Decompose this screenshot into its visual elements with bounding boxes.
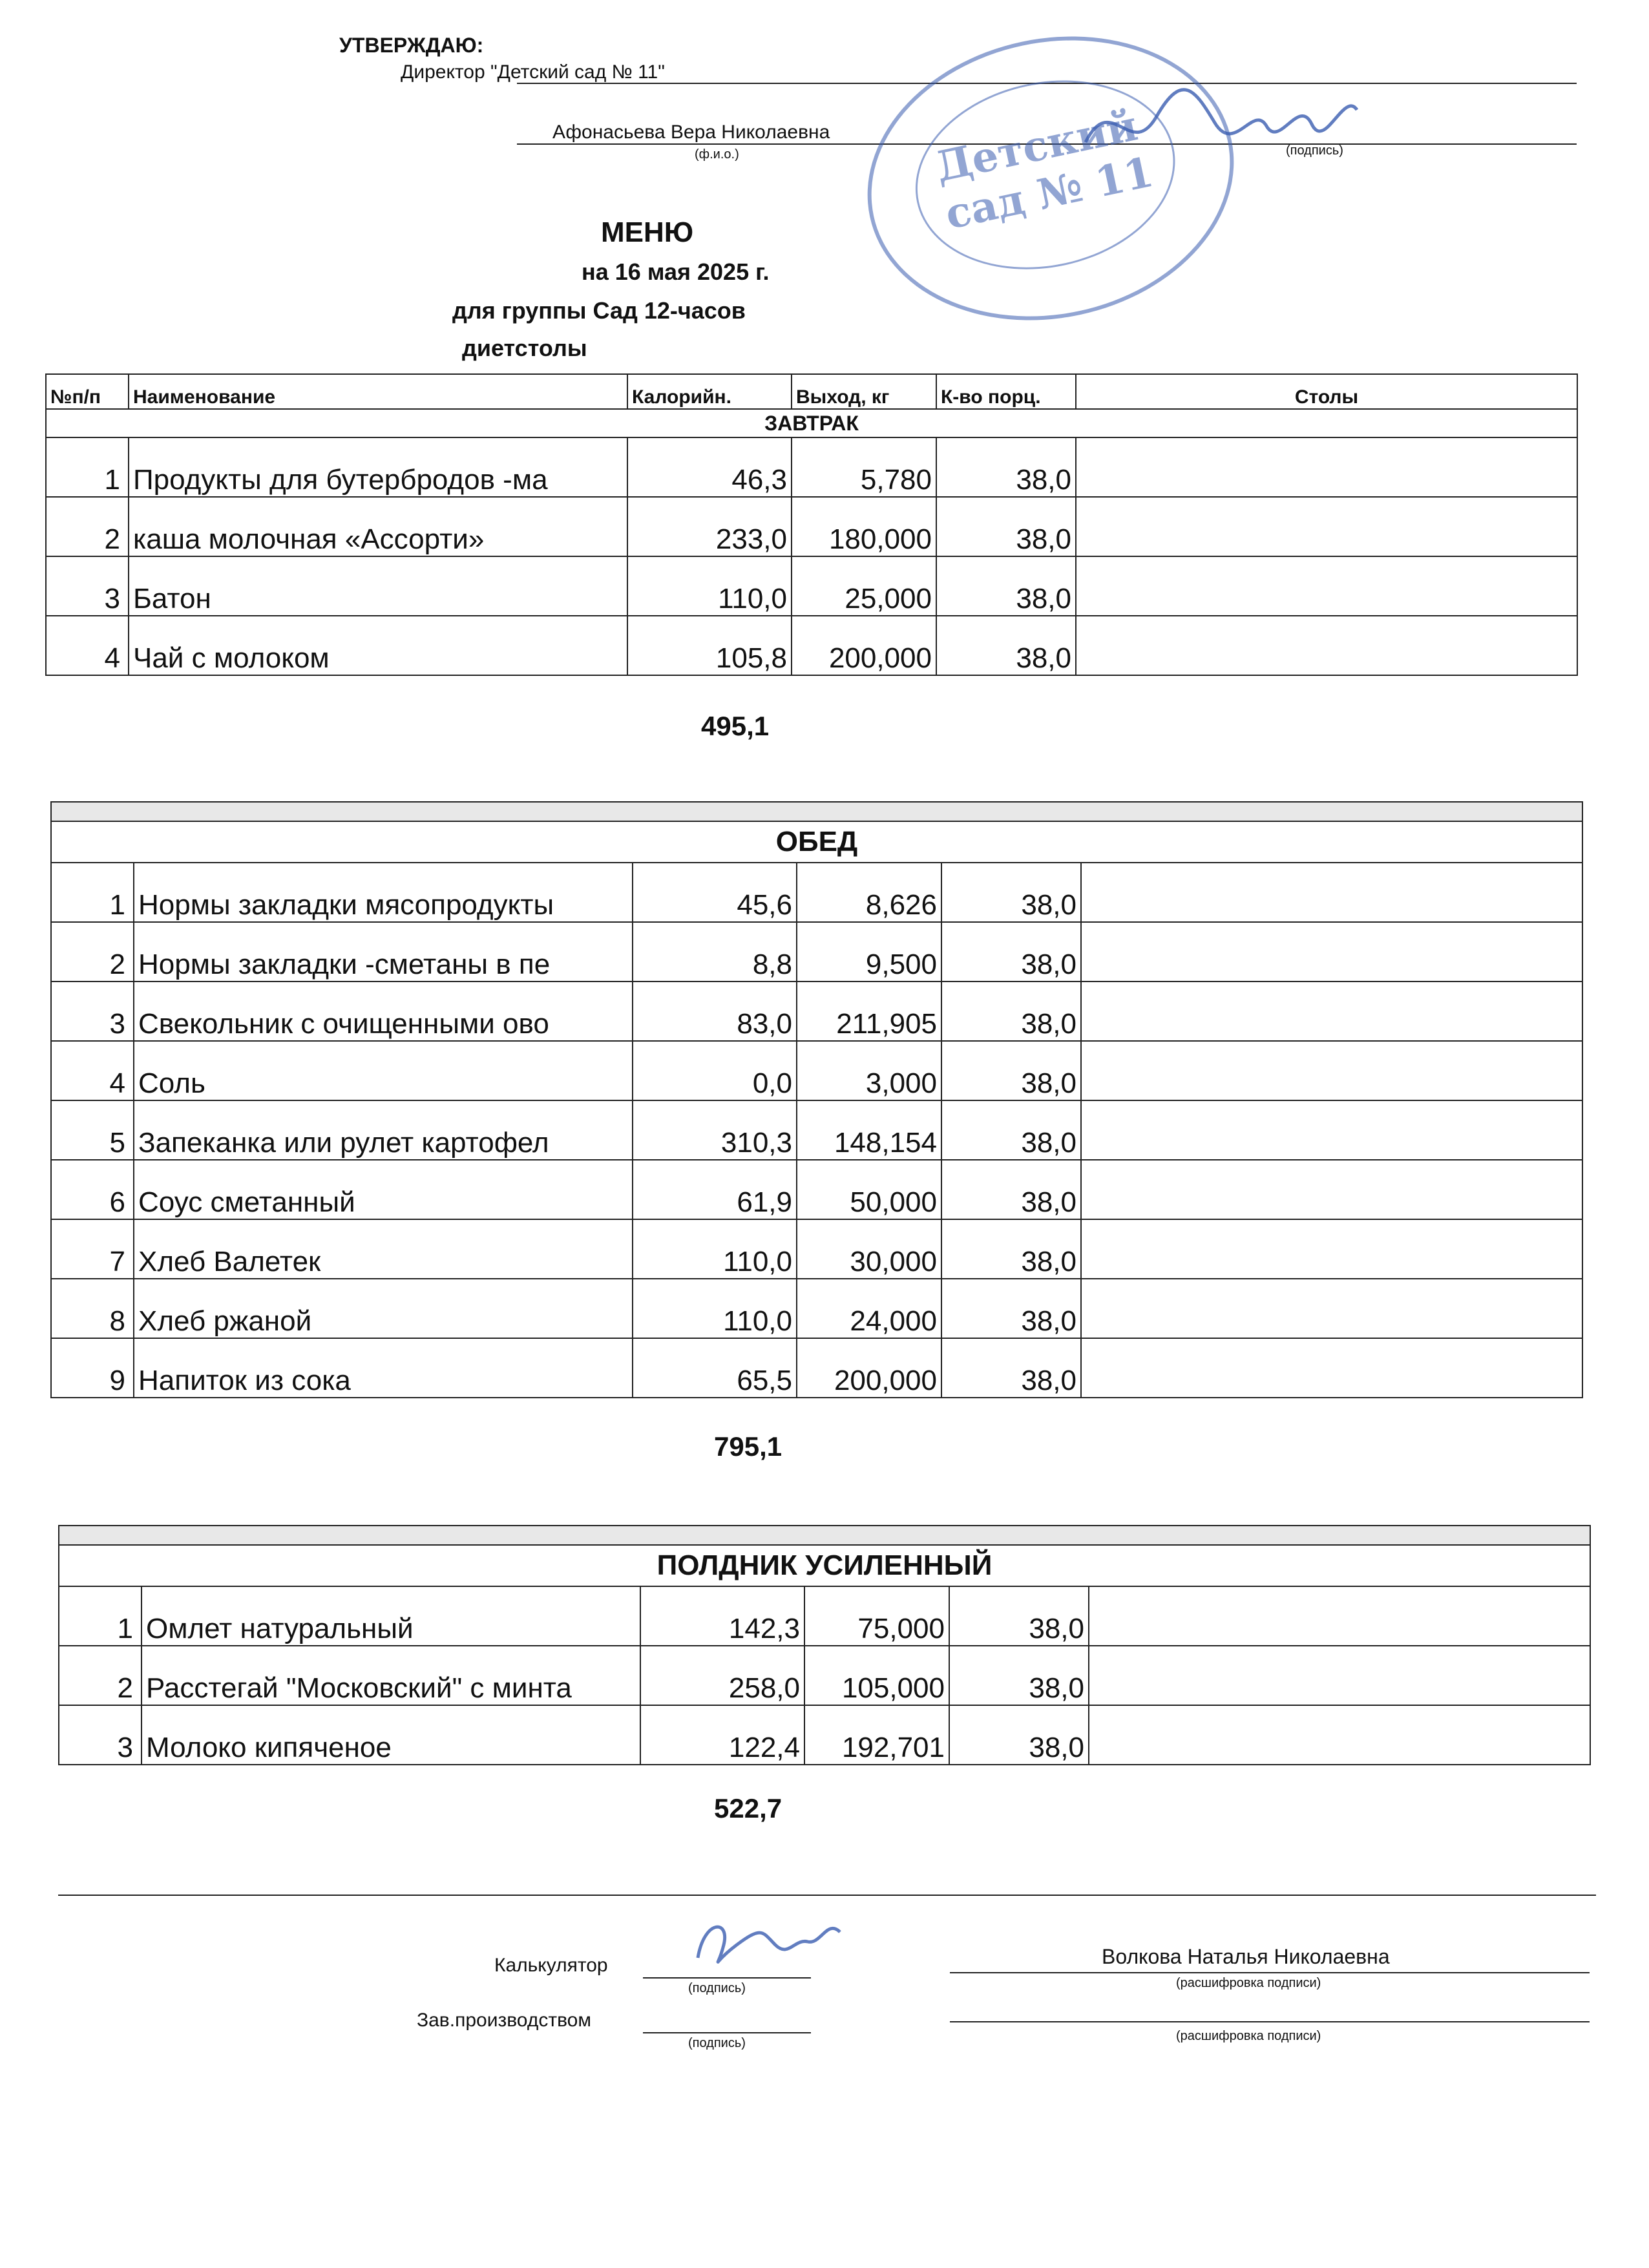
tables-cell xyxy=(1076,497,1577,556)
production-signature-caption: (подпись) xyxy=(688,2036,746,2050)
tables-cell xyxy=(1089,1646,1590,1705)
row-number: 3 xyxy=(51,982,134,1041)
row-number: 2 xyxy=(51,922,134,982)
calculator-signature xyxy=(685,1906,853,1977)
dish-name: Расстегай "Московский" с минта xyxy=(142,1646,640,1705)
lunch-table xyxy=(50,801,1583,1398)
row-number: 4 xyxy=(46,616,129,675)
section-row xyxy=(46,409,1577,437)
section-row xyxy=(51,821,1582,863)
lunch-total: 795,1 xyxy=(714,1431,782,1462)
output: 200,000 xyxy=(792,616,936,675)
output: 30,000 xyxy=(797,1219,941,1279)
dish-name: Запеканка или рулет картофел xyxy=(134,1100,633,1160)
director-signature xyxy=(1073,65,1370,168)
portions: 38,0 xyxy=(941,1160,1081,1219)
date-line xyxy=(582,258,770,286)
organization-stamp xyxy=(841,3,1260,353)
portions: 38,0 xyxy=(941,863,1081,922)
breakfast-table xyxy=(45,373,1578,676)
dish-name: Батон xyxy=(129,556,627,616)
tables-cell xyxy=(1076,437,1577,497)
dish-name: Нормы закладки -сметаны в пе xyxy=(134,922,633,982)
row-number: 3 xyxy=(59,1705,142,1765)
portions: 38,0 xyxy=(936,497,1076,556)
calories: 61,9 xyxy=(633,1160,797,1219)
portions: 38,0 xyxy=(936,437,1076,497)
band-cell xyxy=(51,802,1582,821)
row-number: 1 xyxy=(46,437,129,497)
calculator-decode-caption: (расшифровка подписи) xyxy=(1176,1976,1321,1990)
tables-cell xyxy=(1081,1219,1582,1279)
row-number: 6 xyxy=(51,1160,134,1219)
group-line xyxy=(452,297,746,324)
output: 200,000 xyxy=(797,1338,941,1398)
dish-name: Омлет натуральный xyxy=(142,1586,640,1646)
dish-name: Молоко кипяченое xyxy=(142,1705,640,1765)
tables-cell xyxy=(1081,863,1582,922)
portions: 38,0 xyxy=(949,1586,1089,1646)
dish-name: Хлеб ржаной xyxy=(134,1279,633,1338)
output: 8,626 xyxy=(797,863,941,922)
director-name: Афонасьева Вера Николаевна xyxy=(552,121,830,143)
row-number: 7 xyxy=(51,1219,134,1279)
menu-date: 16 мая 2025 г. xyxy=(614,258,770,285)
group-name: Сад 12-часов xyxy=(593,297,746,324)
production-label: Зав.производством xyxy=(417,2010,591,2031)
group-prefix: для группы xyxy=(452,297,587,324)
output: 148,154 xyxy=(797,1100,941,1160)
output: 24,000 xyxy=(797,1279,941,1338)
calories: 105,8 xyxy=(627,616,792,675)
row-number: 4 xyxy=(51,1041,134,1100)
row-number: 1 xyxy=(59,1586,142,1646)
output: 180,000 xyxy=(792,497,936,556)
dish-name: Хлеб Валетек xyxy=(134,1219,633,1279)
calories: 122,4 xyxy=(640,1705,804,1765)
table-row xyxy=(51,1219,1582,1279)
output: 9,500 xyxy=(797,922,941,982)
portions: 38,0 xyxy=(941,1338,1081,1398)
tables-cell xyxy=(1081,1041,1582,1100)
table-row xyxy=(51,1279,1582,1338)
tables-cell xyxy=(1081,922,1582,982)
row-number: 5 xyxy=(51,1100,134,1160)
portions: 38,0 xyxy=(941,922,1081,982)
table-row xyxy=(51,982,1582,1041)
calories: 83,0 xyxy=(633,982,797,1041)
tables-cell xyxy=(1076,616,1577,675)
table-row xyxy=(46,616,1577,675)
tables-cell xyxy=(1081,1338,1582,1398)
menu-title: МЕНЮ xyxy=(601,216,694,248)
tables-cell xyxy=(1076,556,1577,616)
calories: 8,8 xyxy=(633,922,797,982)
calculator-label: Калькулятор xyxy=(494,1955,608,1976)
table-row xyxy=(59,1705,1590,1765)
row-number: 3 xyxy=(46,556,129,616)
snack-total: 522,7 xyxy=(714,1793,782,1823)
section-title: ПОЛДНИК УСИЛЕННЫЙ xyxy=(59,1545,1590,1586)
table-row xyxy=(51,1041,1582,1100)
portions: 38,0 xyxy=(941,1041,1081,1100)
calories: 110,0 xyxy=(633,1219,797,1279)
dish-name: Продукты для бутербродов -ма xyxy=(129,437,627,497)
col-header-portions: К-во порц. xyxy=(936,374,1076,409)
col-header-tables: Столы xyxy=(1076,374,1577,409)
portions: 38,0 xyxy=(949,1646,1089,1705)
table-row xyxy=(51,1100,1582,1160)
table-band-row xyxy=(59,1526,1590,1545)
band-cell xyxy=(59,1526,1590,1545)
dish-name: Соус сметанный xyxy=(134,1160,633,1219)
calories: 233,0 xyxy=(627,497,792,556)
output: 25,000 xyxy=(792,556,936,616)
section-row xyxy=(59,1545,1590,1586)
table-row xyxy=(46,556,1577,616)
fio-caption: (ф.и.о.) xyxy=(695,147,739,162)
section-title: ЗАВТРАК xyxy=(46,409,1577,437)
calculator-signature-caption: (подпись) xyxy=(688,1981,746,1995)
portions: 38,0 xyxy=(941,982,1081,1041)
table-row xyxy=(51,1338,1582,1398)
table-row xyxy=(51,922,1582,982)
portions: 38,0 xyxy=(936,556,1076,616)
calories: 258,0 xyxy=(640,1646,804,1705)
calculator-signature-line xyxy=(643,1977,811,1979)
calories: 65,5 xyxy=(633,1338,797,1398)
col-header-calories: Калорийн. xyxy=(627,374,792,409)
table-row xyxy=(51,863,1582,922)
output: 105,000 xyxy=(804,1646,949,1705)
section-title: ОБЕД xyxy=(51,821,1582,863)
table-header-row xyxy=(46,374,1577,409)
tables-cell xyxy=(1081,1160,1582,1219)
output: 50,000 xyxy=(797,1160,941,1219)
portions: 38,0 xyxy=(941,1219,1081,1279)
output: 5,780 xyxy=(792,437,936,497)
director-label: Директор "Детский сад № 11" xyxy=(401,61,665,83)
portions: 38,0 xyxy=(941,1279,1081,1338)
signature-caption: (подпись) xyxy=(1286,143,1343,158)
table-row xyxy=(46,497,1577,556)
calories: 142,3 xyxy=(640,1586,804,1646)
table-row xyxy=(46,437,1577,497)
dish-name: Свекольник с очищенными ово xyxy=(134,982,633,1041)
table-band-row xyxy=(51,802,1582,821)
production-decode-caption: (расшифровка подписи) xyxy=(1176,2029,1321,2043)
output: 211,905 xyxy=(797,982,941,1041)
row-number: 2 xyxy=(46,497,129,556)
calculator-name-line xyxy=(950,1972,1590,1973)
diet-label: диетстолы xyxy=(462,335,587,361)
calories: 46,3 xyxy=(627,437,792,497)
approval-label: УТВЕРЖДАЮ: xyxy=(339,34,484,57)
portions: 38,0 xyxy=(949,1705,1089,1765)
output: 3,000 xyxy=(797,1041,941,1100)
row-number: 2 xyxy=(59,1646,142,1705)
calories: 45,6 xyxy=(633,863,797,922)
col-header-num: №п/п xyxy=(46,374,129,409)
calories: 110,0 xyxy=(633,1279,797,1338)
col-header-output: Выход, кг xyxy=(792,374,936,409)
dish-name: Чай с молоком xyxy=(129,616,627,675)
production-signature-line xyxy=(643,2032,811,2033)
tables-cell xyxy=(1089,1705,1590,1765)
dish-name: Напиток из сока xyxy=(134,1338,633,1398)
table-row xyxy=(51,1160,1582,1219)
calories: 310,3 xyxy=(633,1100,797,1160)
calculator-name: Волкова Наталья Николаевна xyxy=(1102,1945,1390,1968)
output: 75,000 xyxy=(804,1586,949,1646)
table-row xyxy=(59,1646,1590,1705)
output: 192,701 xyxy=(804,1705,949,1765)
table-row xyxy=(59,1586,1590,1646)
col-header-name: Наименование xyxy=(129,374,627,409)
breakfast-total: 495,1 xyxy=(701,711,770,741)
portions: 38,0 xyxy=(936,616,1076,675)
calories: 0,0 xyxy=(633,1041,797,1100)
dish-name: Нормы закладки мясопродукты xyxy=(134,863,633,922)
portions: 38,0 xyxy=(941,1100,1081,1160)
dish-name: Соль xyxy=(134,1041,633,1100)
footer-divider xyxy=(58,1895,1596,1896)
dish-name: каша молочная «Ассорти» xyxy=(129,497,627,556)
row-number: 9 xyxy=(51,1338,134,1398)
calories: 110,0 xyxy=(627,556,792,616)
tables-cell xyxy=(1089,1586,1590,1646)
row-number: 1 xyxy=(51,863,134,922)
stamp-text: Детский сад № 11 xyxy=(931,101,1158,240)
date-prefix: на xyxy=(582,258,609,285)
tables-cell xyxy=(1081,982,1582,1041)
tables-cell xyxy=(1081,1100,1582,1160)
tables-cell xyxy=(1081,1279,1582,1338)
snack-table xyxy=(58,1525,1591,1765)
production-name-line xyxy=(950,2021,1590,2022)
row-number: 8 xyxy=(51,1279,134,1338)
